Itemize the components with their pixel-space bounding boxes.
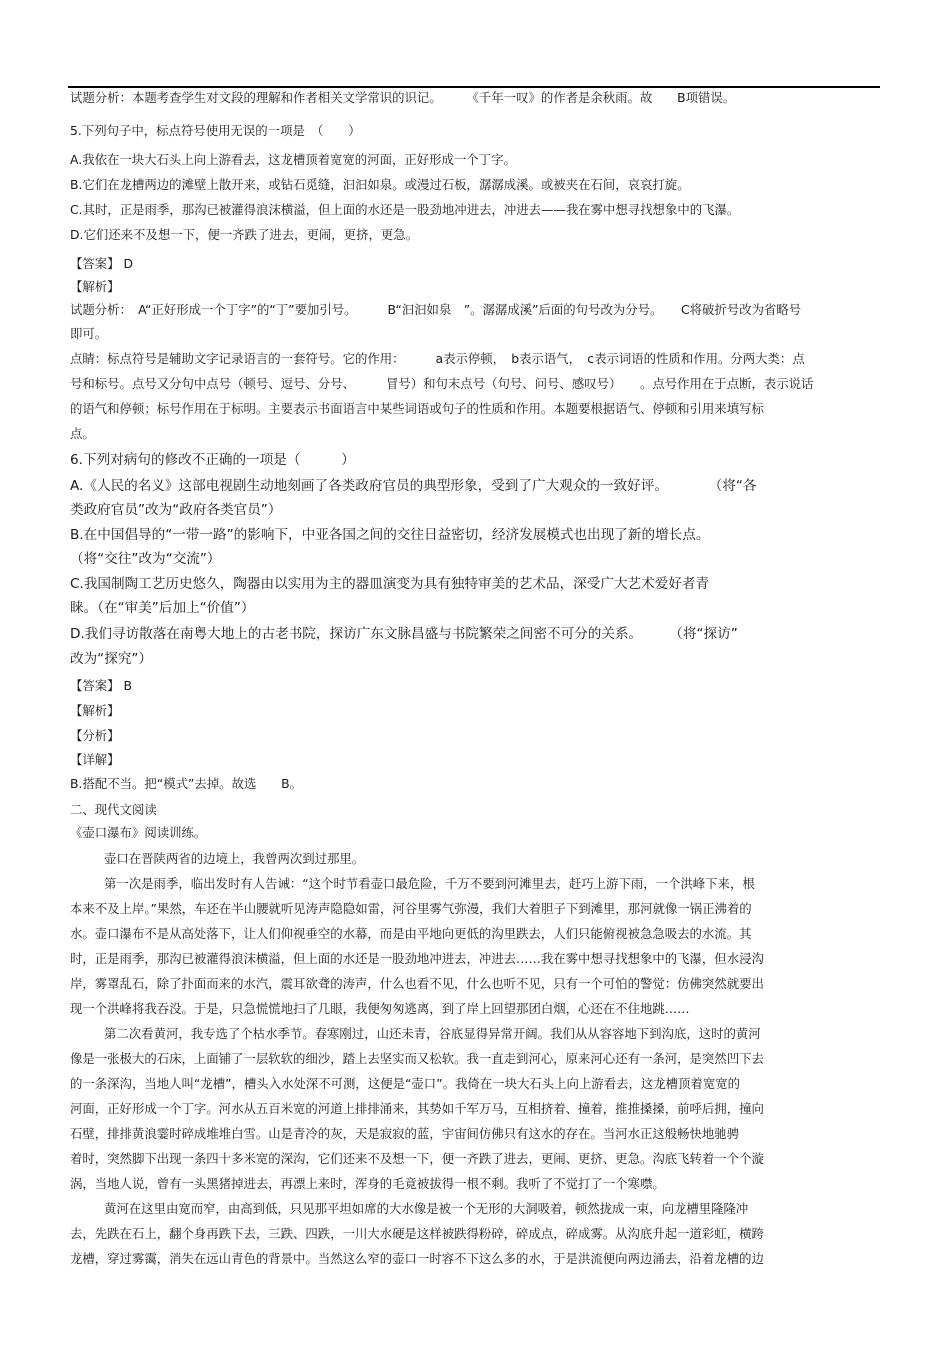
paragraph-line: 黄河在这里由宽而窄，由高到低，只见那平坦如席的大水像是被一个无形的大洞吸着，顿然拢成一束，向龙槽里隆隆冲 <box>104 1201 749 1216</box>
paragraph-line: 涡，当地人说，曾有一头黑猪掉进去，再漂上来时，浑身的毛竟被拔得一根不剩。我听了不觉打了一个寒噤。 <box>70 1176 665 1191</box>
text-line: 类政府官员”改为“政府各类官员”） <box>70 502 282 518</box>
passage-title: 《壶口瀑布》阅读训练。 <box>70 825 207 840</box>
detail-label: 【详解】 <box>70 752 120 767</box>
text-line: 点睛：标点符号是辅助文字记录语言的一套符号。它的作用： a表示停顿， b表示语气， c表示词语的性质和作用。分两大类：点 <box>70 351 805 366</box>
paragraph-line: 壶口在晋陕两省的边境上，我曾两次到过那里。 <box>104 851 365 866</box>
paragraph-line: 着时，突然脚下出现一条四十多米宽的深沟，它们还来不及想一下，便一齐跌了进去，更闹、更挤、更急。沟底飞转着一个个漩 <box>70 1151 764 1166</box>
paragraph-line: 岸，雾罩乱石，除了扑面而来的水汽，震耳欲聋的涛声，什么也看不见，什么也听不见，只有一个可怕的警觉：仿佛突然就要出 <box>70 976 764 991</box>
paragraph-line: 的一条深沟，当地人叫“龙槽”，槽头入水处深不可测，这便是“壶口”。我倚在一块大石头上向上游看去，这龙槽顶着宽宽的 <box>70 1076 740 1091</box>
top-rule <box>68 86 880 88</box>
paragraph-line: 龙槽，穿过雾霭，消失在远山青色的背景中。当然这么窄的壶口一时容不下这么多的水，于是洪流便向两边涌去，沿着龙槽的边 <box>70 1251 764 1266</box>
text-line: B.搭配不当。把“模式”去掉。故选 B。 <box>70 776 303 791</box>
question-6-stem: 6.下列对病句的修改不正确的一项是（ ） <box>70 452 355 468</box>
text-line: 号和标号。点号又分句中点号（顿号、逗号、分号、 冒号）和句末点号（句号、问号、感叹号） 。点号作用在于点断，表示说话 <box>70 376 814 391</box>
text-line: 试题分析：本题考查学生对文段的理解和作者相关文学常识的识记。 《千年一叹》的作者是余秋雨。故 B项错误。 <box>70 90 736 105</box>
answer-label: 【答案】 D <box>70 256 134 271</box>
paragraph-line: 第二次看黄河，我专选了个枯水季节。春寒刚过，山还未青，谷底显得异常开阔。我们从从容容地下到沟底，这时的黄河 <box>104 1026 761 1041</box>
paragraph-line: 时，正是雨季，那沟已被灌得浪沫横溢，但上面的水还是一股劲地冲进去，冲进去……我在雾中想寻找想象中的飞瀑，但水浸沟 <box>70 951 764 966</box>
option-d: D.我们寻访散落在南粤大地上的古老书院，探访广东文脉昌盛与书院繁荣之间密不可分的关系。 （将“探访” <box>70 626 738 642</box>
option-a: A.我依在一块大石头上向上游看去，这龙槽顶着宽宽的河面，正好形成一个丁字。 <box>70 152 516 167</box>
section-heading: 二、现代文阅读 <box>70 802 157 817</box>
analysis-label: 【解析】 <box>70 703 120 718</box>
text-line: 的语气和停顿；标号作用在于标明。主要表示书面语言中某些词语或句子的性质和作用。本题要根据语气、停顿和引用来填写标 <box>70 401 764 416</box>
text-line: 试题分析： A“正好形成一个丁字”的“丁”要加引号。 B“汩汩如泉 ”。潺潺成溪”后面的句号改为分号。 C将破折号改为省略号 <box>70 302 802 317</box>
text-line: （将“交往”改为“交流”） <box>70 551 221 567</box>
paragraph-line: 去，先跌在石上，翻个身再跌下去，三跌、四跌，一川大水硬是这样被跌得粉碎，碎成点，碎成雾。从沟底升起一道彩虹，横跨 <box>70 1226 764 1241</box>
paragraph-line: 像是一张极大的石床，上面铺了一层软软的细沙，踏上去坚实而又松软。我一直走到河心，原来河心还有一条河，是突然凹下去 <box>70 1051 764 1066</box>
option-d: D.它们还来不及想一下，便一齐跌了进去，更闹，更挤，更急。 <box>70 227 419 242</box>
paragraph-line: 本来不及上岸。”果然，车还在半山腰就听见涛声隐隐如雷，河谷里雾气弥漫，我们大着胆子下到滩里，那河就像一锅正沸着的 <box>70 901 752 916</box>
text-line: 点。 <box>70 426 95 441</box>
paragraph-line: 石壁，排排黄浪霎时碎成堆堆白雪。山是青冷的灰，天是寂寂的蓝，宇宙间仿佛只有这水的存在。当河水正这般畅快地驰骋 <box>70 1126 740 1141</box>
option-b: B.在中国倡导的“一带一路”的影响下，中亚各国之间的交往日益密切，经济发展模式也出现了新的增长点。 <box>70 527 710 543</box>
analysis-label: 【解析】 <box>70 279 120 294</box>
question-5-stem: 5.下列句子中，标点符号使用无误的一项是 （ ） <box>70 123 361 138</box>
paragraph-line: 水。壶口瀑布不是从高处落下，让人们仰视垂空的水幕，而是由平地向更低的沟里跌去，人们只能俯视被急急吸去的水流。其 <box>70 926 752 941</box>
option-c: C.我国制陶工艺历史悠久，陶器由以实用为主的器皿演变为具有独特审美的艺术品，深受广大艺术爱好者青 <box>70 576 710 592</box>
paragraph-line: 现一个洪峰将我吞没。于是，只急慌慌地扫了几眼，我便匆匆逃离，到了岸上回望那团白烟，心还在不住地跳…… <box>70 1001 690 1016</box>
text-line: 改为“探究”） <box>70 651 153 667</box>
text-line: 即可。 <box>70 326 108 341</box>
paragraph-line: 第一次是雨季，临出发时有人告诫：“这个时节看壶口最危险，千万不要到河滩里去，赶巧上游下雨，一个洪峰下来，根 <box>104 876 755 891</box>
text-line: 睐。（在“审美”后加上“价值”） <box>70 600 255 616</box>
analysis-label: 【分析】 <box>70 728 120 743</box>
option-c: C.其时，正是雨季，那沟已被灌得浪沫横溢，但上面的水还是一股劲地冲进去，冲进去——我在雾中想寻找想象中的飞瀑。 <box>70 202 740 217</box>
answer-label: 【答案】 B <box>70 678 133 693</box>
paragraph-line: 河面，正好形成一个丁字。河水从五百米宽的河道上排排涌来，其势如千军万马，互相挤着、撞着，推推搡搡，前呼后拥，撞向 <box>70 1101 764 1116</box>
option-b: B.它们在龙槽两边的滩壁上散开来，或钻石觅缝，汩汩如泉。或漫过石板，潺潺成溪。或被夹在石间，哀哀打旋。 <box>70 177 690 192</box>
option-a: A.《人民的名义》这部电视剧生动地刻画了各类政府官员的典型形象，受到了广大观众的一致好评。 （将“各 <box>70 478 757 494</box>
